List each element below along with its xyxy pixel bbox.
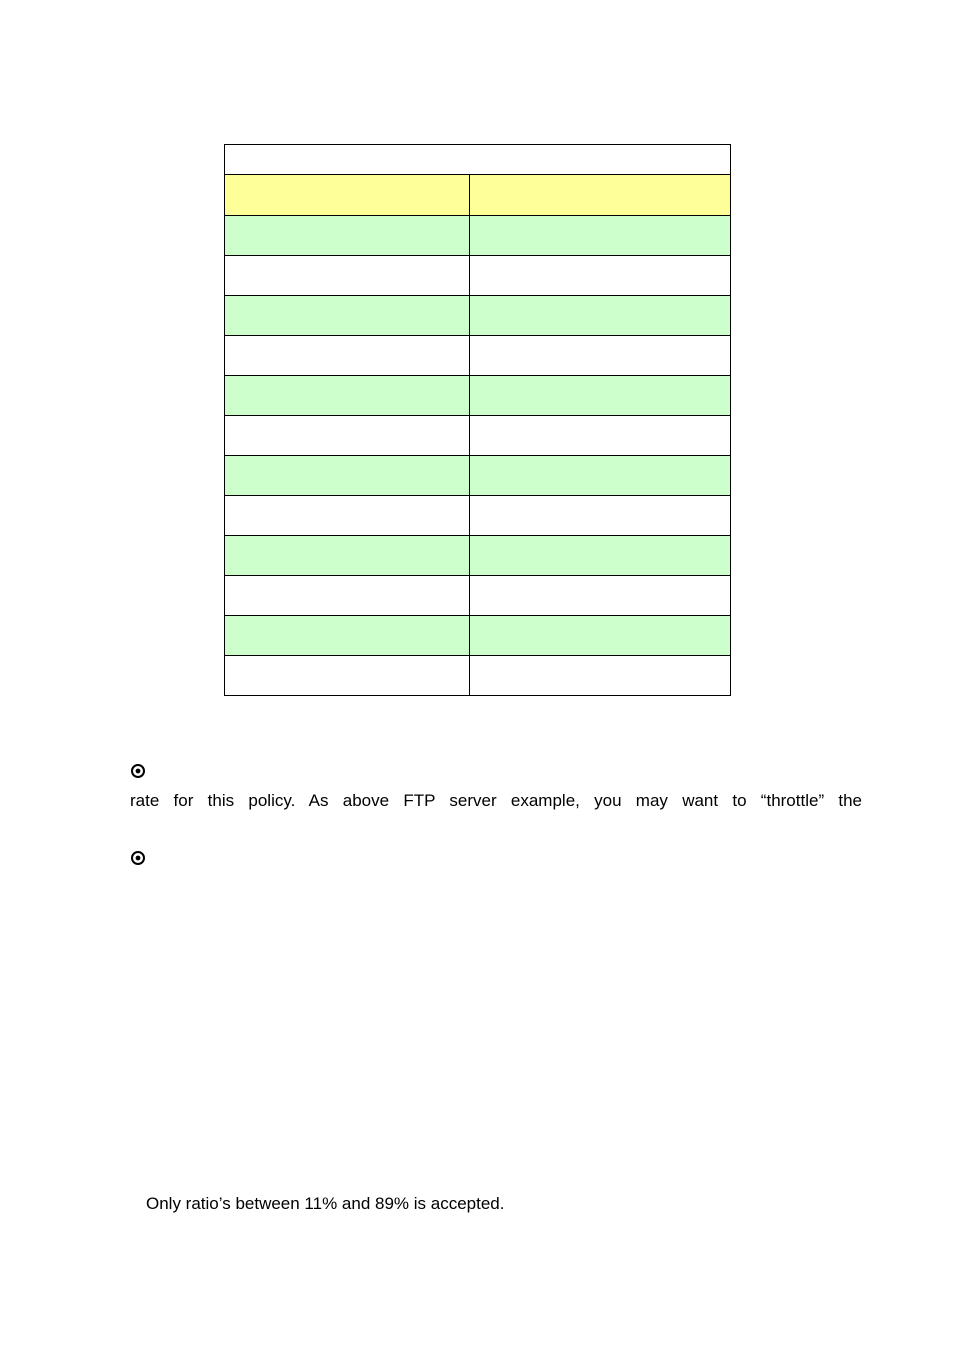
table-cell — [470, 616, 731, 656]
table-cell — [225, 376, 470, 416]
table-caption — [225, 145, 731, 175]
table-cell — [470, 296, 731, 336]
table-cell — [225, 416, 470, 456]
table-cell — [470, 256, 731, 296]
table-cell — [225, 576, 470, 616]
table-row — [225, 536, 731, 576]
table-cell — [225, 456, 470, 496]
table-row — [225, 296, 731, 336]
table-row — [225, 616, 731, 656]
table-header-cell — [470, 175, 731, 216]
table-row — [225, 576, 731, 616]
table-cell — [225, 296, 470, 336]
table-cell — [225, 216, 470, 256]
table-cell — [470, 336, 731, 376]
table-cell — [225, 336, 470, 376]
table-row — [225, 336, 731, 376]
table-cell — [225, 256, 470, 296]
table-row — [225, 456, 731, 496]
table-row — [225, 416, 731, 456]
table-row — [225, 256, 731, 296]
table-cell — [470, 376, 731, 416]
circled-dot-icon — [130, 850, 146, 866]
ratio-note: Only ratio’s between 11% and 89% is accepted. — [146, 1194, 505, 1213]
table-cell — [225, 496, 470, 536]
table-row — [225, 376, 731, 416]
body-text-line: rate for this policy. As above FTP server example, you may want to “throttle” the — [130, 791, 862, 810]
table-row — [225, 216, 731, 256]
table-cell — [470, 656, 731, 696]
table-cell — [470, 576, 731, 616]
table-cell — [225, 616, 470, 656]
table-cell — [225, 536, 470, 576]
table-cell — [470, 496, 731, 536]
table-header-cell — [225, 175, 470, 216]
table-caption-row — [225, 145, 731, 175]
table-cell — [225, 656, 470, 696]
table-header-row — [225, 175, 731, 216]
table-cell — [470, 456, 731, 496]
table-cell — [470, 216, 731, 256]
bandwidth-table — [224, 144, 731, 696]
table-cell — [470, 536, 731, 576]
table-row — [225, 496, 731, 536]
table-cell — [470, 416, 731, 456]
table-row — [225, 656, 731, 696]
circled-dot-icon — [130, 763, 146, 779]
